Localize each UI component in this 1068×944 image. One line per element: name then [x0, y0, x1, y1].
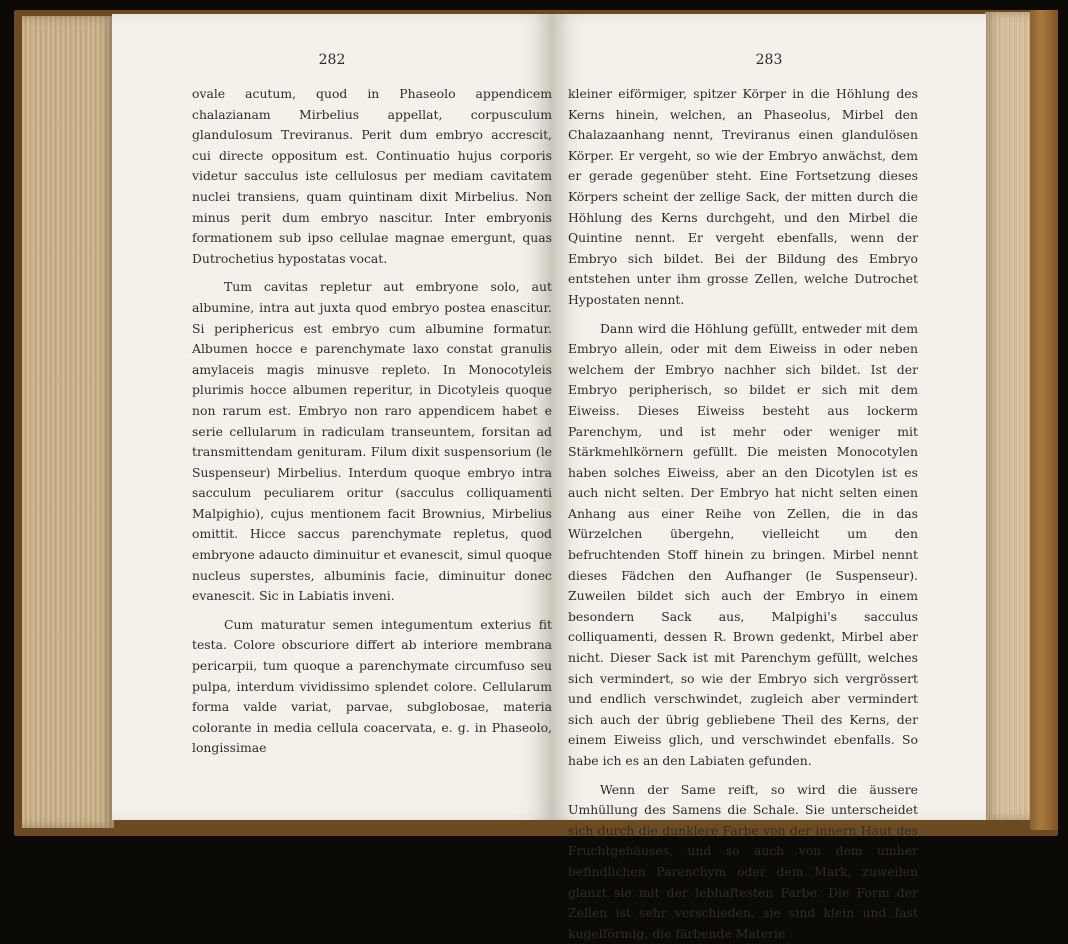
right-page [552, 14, 986, 941]
paragraph: Cum maturatur semen integumentum exterius fit testa. Colore obscuriore differt ab interiore membrana pericarpii, tum quoque a parenchymate circumfuso seu pulpa, interdum vividissimo splendet colore. Cellularum forma valde variat, parvae, subglobosae, materia colorante in media cellula coacervata, e. g. in Phaseolo, longissimae [192, 616, 552, 756]
paragraph: Tum cavitas repletur aut embryone solo, aut albumine, intra aut juxta quod embryo postea enascitur. Si periphericus est embryo cum albumine formatur. Albumen hocce e parenchymate laxo constat granulis amylaceis magis minusve repleto. In Monocotyleis plurimis hocce albumen reperitur, in Dicotyleis quoque non rarum est. Embryo non raro appendicem habet e serie cellularum in radiculam transeuntem, forsitan ad transmittendam genituram. Filum dixit suspensorium (le Suspenseur) Mirbelius. Interdum quoque embryo intra sacculum peculiarem oritur (sacculus colliquamenti Malpighio), cujus mentionem facit Brownius, Mirbelius omittit. Hicce saccus parenchymate repletus, quod embryone adaucto diminuitur et evanescit, simul quoque nucleus superstes, albuminis facie, diminuitur donec evanescit. Sic in Labiatis inveni. [192, 279, 552, 604]
paragraph: Dann wird die Höhlung gefüllt, entweder mit dem Embryo allein, oder mit dem Eiweiss in oder neben welchem der Embryo nachher sich bildet. Ist der Embryo peripherisch, so bildet er sich mit dem Eiweiss. Dieses Eiweiss besteht aus lockerm Parenchym, und ist mehr oder weniger mit Stärkmehlkörnern gefüllt. Die meisten Monocotylen haben solches Eiweiss, aber an den Dicotylen ist es auch nicht selten. Der Embryo hat nicht selten einen Anhang aus einer Reihe von Zellen, die in das Würzelchen übergehn, vielleicht um den befruchtenden Stoff hinein zu bringen. Mirbel nennt dieses Fädchen den Aufhanger (le Suspenseur). Zuweilen bildet sich auch der Embryo in einem besondern Sack aus, Malpighi's sacculus colliquamenti, dessen R. Brown gedenkt, Mirbel aber nicht. Dieser Sack ist mit Parenchym gefüllt, welches sich vermindert, so wie der Embryo sich vergrössert und endlich verschwindet, zugleich aber vermindert sich auch der übrig gebliebene Theil des Kerns, der einem Eiweiss glich, und verschwindet ebenfalls. So habe ich es an den Labiaten gefunden. [568, 320, 918, 768]
paragraph: Wenn der Same reift, so wird die äussere Umhüllung des Samens die Schale. Sie unterscheidet sich durch die dunklere Farbe von der innern Haut des Fruchtgehäuses, und so auch von dem umher befindlichen Parenchym oder dem Mark, zuweilen glanzt sie mit der lebhaftesten Farbe. Die Form der Zellen ist sehr verschieden, sie sind klein und fast kugelförmig, die färbende Materie [568, 781, 918, 941]
left-page [112, 14, 552, 820]
page-edges-right [985, 12, 1033, 820]
page-text [568, 84, 918, 944]
paragraph: kleiner eiförmiger, spitzer Körper in die Höhlung des Kerns hinein, welchen, an Phaseolus, Mirbel den Chalazaanhang nennt, Treviranus einen glandulösen Körper. Er vergeht, so wie der Embryo anwächst, dem er gerade gegenüber steht. Eine Fortsetzung dieses Körpers scheint der zellige Sack, der mitten durch die Höhlung des Kerns durchgeht, und den Mirbel die Quintine nennt. Er vergeht ebenfalls, wenn der Embryo sich bildet. Bei der Bildung des Embryo entstehen unter ihm grosse Zellen, welche Dutrochet Hypostaten nennt. [568, 86, 918, 307]
paragraph: ovale acutum, quod in Phaseolo appendicem chalazianam Mirbelius appellat, corpusculum glandulosum Treviranus. Perit dum embryo accrescit, cui directe oppositum est. Continuatio hujus corporis videtur sacculus iste cellulosus per mediam cavitatem nuclei transiens, quam quintinam dixit Mirbelius. Non minus perit dum embryo nascitur. Inter embryonis formationem sub ipso cellulae magnae emergunt, quas Dutrochetius hypostatas vocat. [192, 86, 552, 266]
book-cover-edge [1030, 10, 1058, 830]
page-edges-left [22, 16, 114, 828]
page-number: 282 [318, 52, 346, 68]
page-text [192, 84, 552, 759]
page-number: 283 [755, 52, 783, 68]
